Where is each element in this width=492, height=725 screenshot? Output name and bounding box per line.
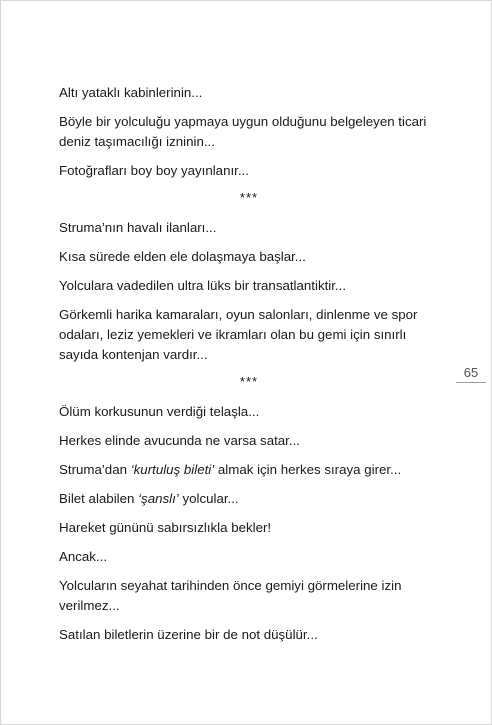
paragraph: Ölüm korkusunun verdiği telaşla... xyxy=(59,404,260,419)
page-body xyxy=(59,83,439,654)
page-number: 65 xyxy=(456,365,486,383)
paragraph: Yolculara vadedilen ultra lüks bir transatlantiktir... xyxy=(59,278,347,293)
text-segment: Struma’dan xyxy=(59,462,131,477)
paragraph: Böyle bir yolculuğu yapmaya uygun olduğunu belgeleyen ticari deniz taşımacılığı izninin... xyxy=(59,114,427,149)
text-segment: Bilet alabilen xyxy=(59,491,139,506)
paragraph xyxy=(59,489,439,509)
section-separator: *** xyxy=(239,374,259,389)
paragraph: Struma’nın havalı ilanları... xyxy=(59,220,217,235)
paragraph: Kısa sürede elden ele dolaşmaya başlar... xyxy=(59,249,306,264)
paragraph: Herkes elinde avucunda ne varsa satar... xyxy=(59,433,300,448)
paragraph: Görkemli harika kamaraları, oyun salonları, dinlenme ve spor odaları, leziz yemekleri ve ikramları olan bu gemi için sınırlı sayıda kontenjan vardır... xyxy=(59,307,418,362)
paragraph: Hareket gününü sabırsızlıkla bekler! xyxy=(59,520,272,535)
italic-phrase: ‘kurtuluş bileti’ xyxy=(130,462,215,477)
paragraph: Satılan biletlerin üzerine bir de not düşülür... xyxy=(59,627,318,642)
paragraph: Fotoğrafları boy boy yayınlanır... xyxy=(59,163,249,178)
section-separator: *** xyxy=(239,190,259,205)
paragraph: Yolcuların seyahat tarihinden önce gemiyi görmelerine izin verilmez... xyxy=(59,578,402,613)
paragraph xyxy=(59,460,439,480)
paragraph: Altı yataklı kabinlerinin... xyxy=(59,85,203,100)
italic-phrase: ‘şanslı’ xyxy=(138,491,179,506)
paragraph: Ancak... xyxy=(59,549,108,564)
text-segment: yolcular... xyxy=(178,491,239,506)
text-segment: almak için herkes sıraya girer... xyxy=(214,462,402,477)
